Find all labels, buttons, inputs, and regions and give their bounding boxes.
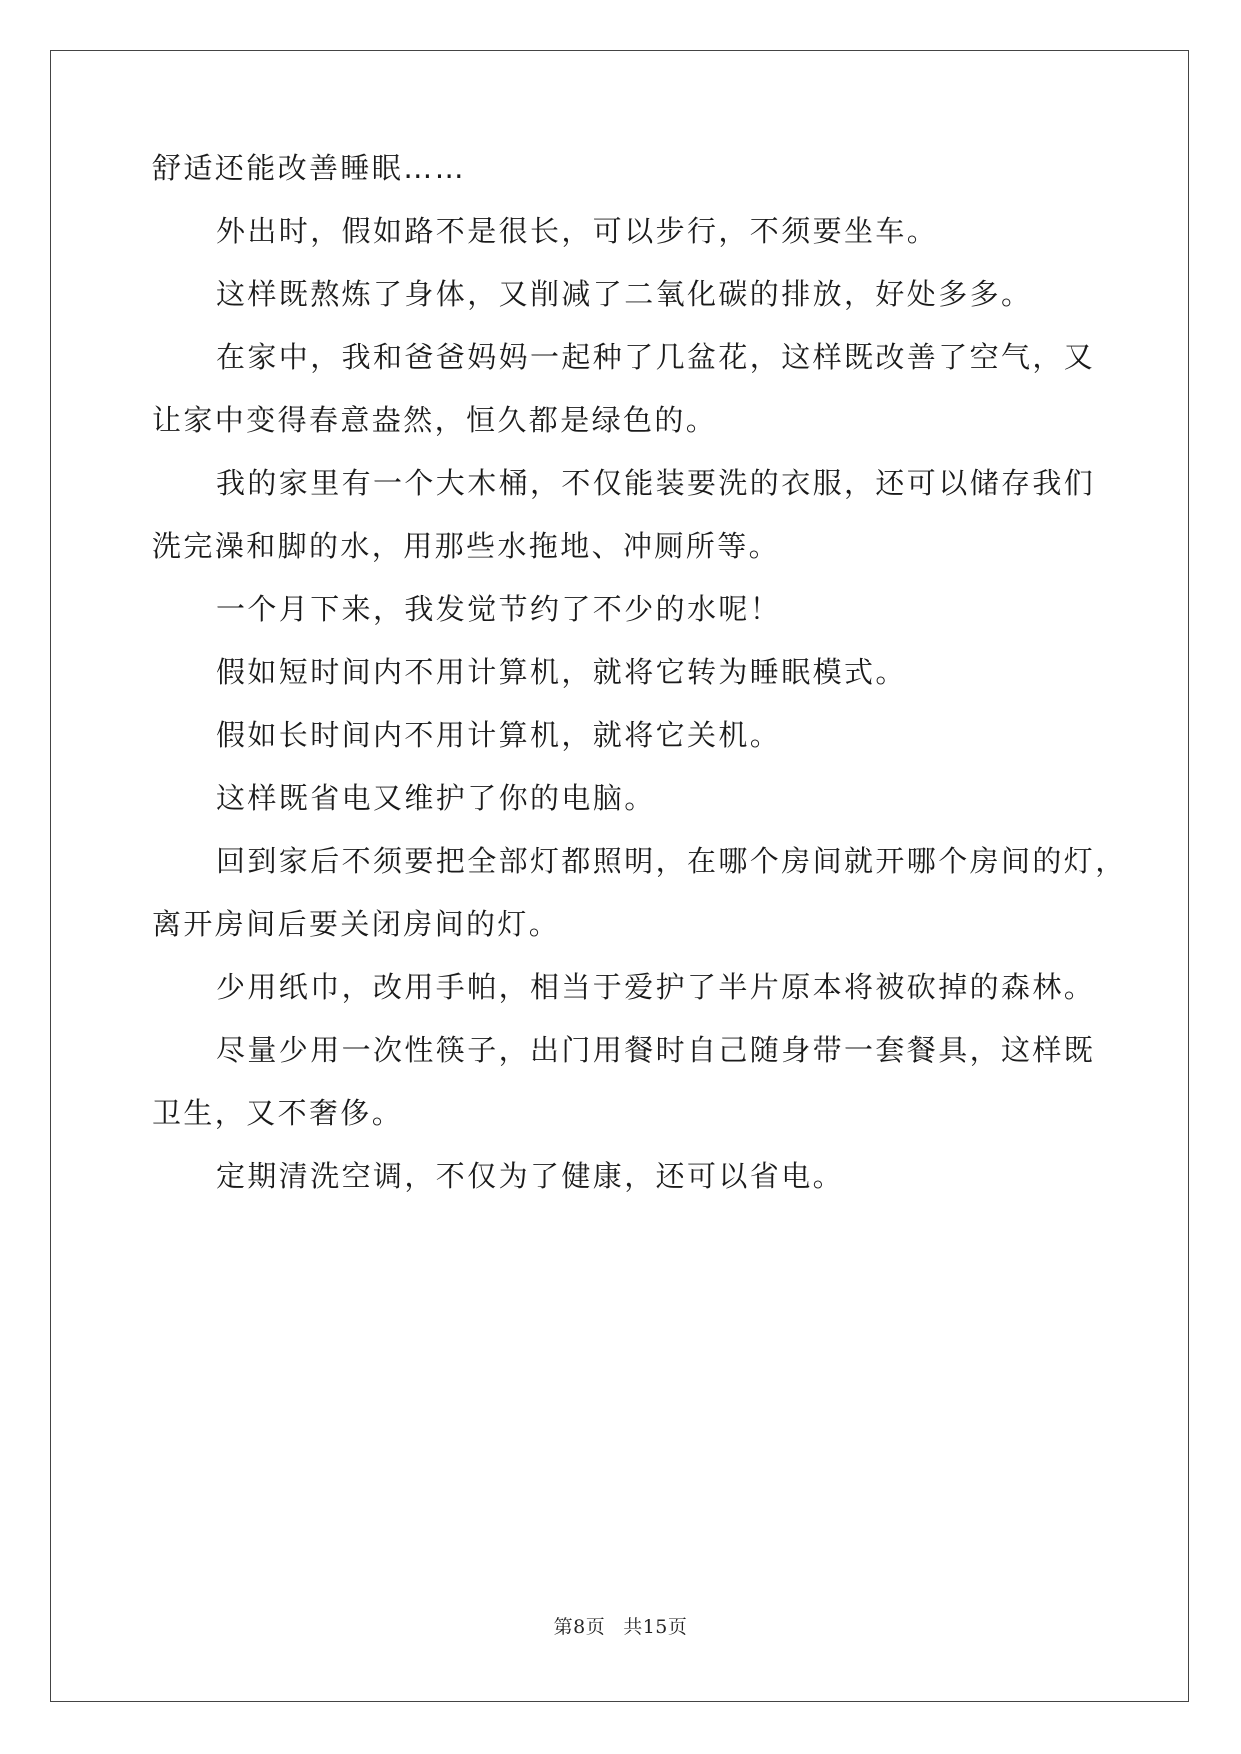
paragraph-1 xyxy=(152,148,1092,188)
text-line: 尽量少用一次性筷子，出门用餐时自己随身带一套餐具，这样既 xyxy=(216,1033,1096,1067)
paragraph-13 xyxy=(152,1156,1092,1196)
text-line: 假如长时间内不用计算机，就将它关机。 xyxy=(216,718,782,752)
paragraph-5 xyxy=(152,463,1096,566)
text-line: 少用纸巾，改用手帕，相当于爱护了半片原本将被砍掉的森林。 xyxy=(216,970,1096,1004)
paragraph-8 xyxy=(152,715,1092,755)
page-total: 共15页 xyxy=(623,1616,688,1638)
paragraph-7 xyxy=(152,652,1092,692)
text-line: 回到家后不须要把全部灯都照明，在哪个房间就开哪个房间的灯， xyxy=(216,844,1127,878)
text-line: 这样既省电又维护了你的电脑。 xyxy=(216,781,656,815)
document-body xyxy=(152,148,1127,1219)
paragraph-3 xyxy=(152,274,1092,314)
text-line: 定期清洗空调，不仅为了健康，还可以省电。 xyxy=(216,1159,845,1193)
paragraph-2 xyxy=(152,211,1092,251)
paragraph-4 xyxy=(152,337,1096,440)
text-line: 卫生，又不奢侈。 xyxy=(152,1096,404,1130)
text-line: 一个月下来，我发觉节约了不少的水呢！ xyxy=(216,592,782,626)
text-line: 洗完澡和脚的水，用那些水拖地、冲厕所等。 xyxy=(152,529,781,563)
text-line: 我的家里有一个大木桶，不仅能装要洗的衣服，还可以储存我们 xyxy=(216,466,1096,500)
text-line: 外出时，假如路不是很长，可以步行，不须要坐车。 xyxy=(216,214,939,248)
page-number: 第8页 xyxy=(553,1616,606,1638)
paragraph-12 xyxy=(152,1030,1096,1133)
text-line: 离开房间后要关闭房间的灯。 xyxy=(152,907,561,941)
paragraph-6 xyxy=(152,589,1092,629)
text-line: 假如短时间内不用计算机，就将它转为睡眠模式。 xyxy=(216,655,907,689)
text-line: 舒适还能改善睡眠…… xyxy=(152,151,467,185)
text-line: 这样既熬炼了身体，又削减了二氧化碳的排放，好处多多。 xyxy=(216,277,1033,311)
paragraph-9 xyxy=(152,778,1092,818)
paragraph-10 xyxy=(152,841,1127,944)
text-line: 在家中，我和爸爸妈妈一起种了几盆花，这样既改善了空气，又 xyxy=(216,340,1096,374)
paragraph-11 xyxy=(152,967,1096,1007)
page-footer xyxy=(0,1612,1241,1639)
text-line: 让家中变得春意盎然，恒久都是绿色的。 xyxy=(152,403,718,437)
